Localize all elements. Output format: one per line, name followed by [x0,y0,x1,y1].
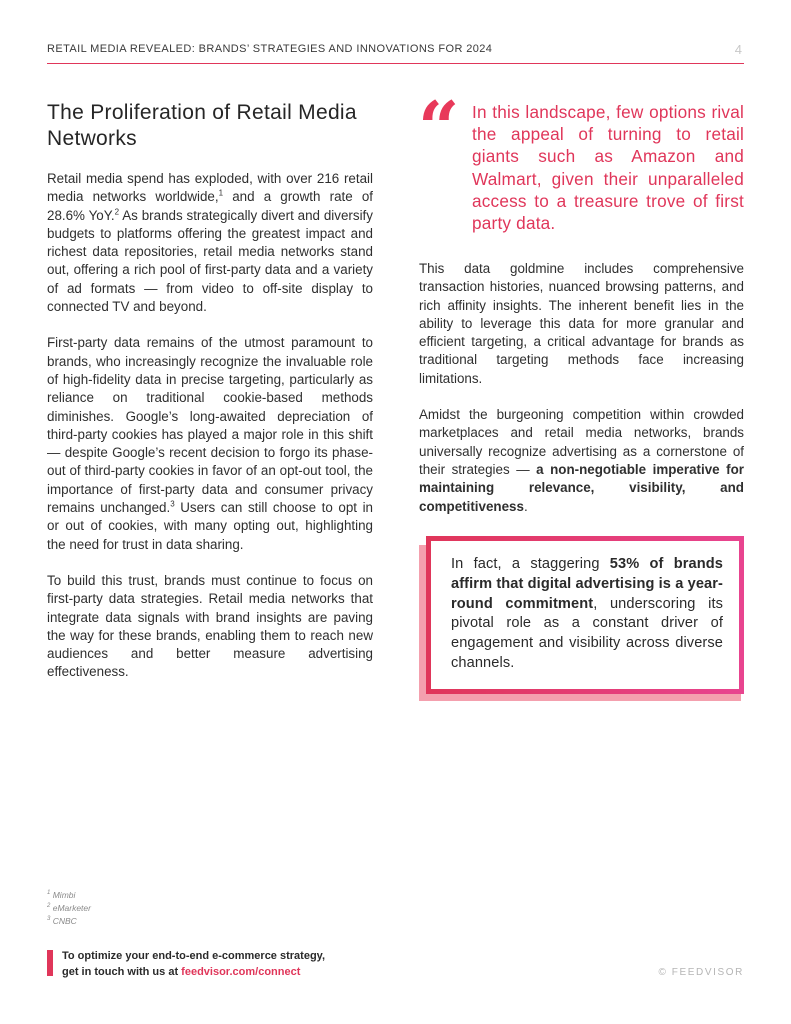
paragraph-retail-media-spend: Retail media spend has exploded, with over 216 retail media networks worldwide,$^1$ and a growth rate of 28.6% YoY.$^2$ As brands strategically divert and diversify budgets to platforms offering the greatest impact and richest data repositories, retail media networks stand out, offering a rich pool of first-party data and a variety of ad formats — from video to off-site display to connected TV and beyond. [47,171,373,315]
connect-link[interactable]: feedvisor.com/connect [181,966,301,978]
footer-cta: To optimize your end-to-end e-commerce strategy, get in touch with us at feedvisor.com/connect [62,950,326,978]
brand-copyright: © FEEDVISOR [658,967,744,978]
stat-callout-box [426,536,744,694]
page-header [47,43,744,63]
paragraph-competition: Amidst the burgeoning competition within crowded marketplaces and retail media networks, brands universally recognize advertising as a cornerstone of their strategies — a non-negotiable imperative for maintaining relevance, visibility, and competitiveness. [419,407,744,514]
footnote-ref-3: 3 [170,499,175,509]
header-divider [47,63,744,64]
pull-quote: In this landscape, few options rival the appeal of turning to retail giants such as Amazon and Walmart, given their unparalleled access to a treasure trove of first party data. [472,102,744,234]
callout-stat: 53% of brands affirm that digital advertising is a year-round commitment [451,556,723,612]
emphasis-text: a non-negotiable imperative for maintaining relevance, visibility, and competitiveness [419,461,744,514]
cta-accent-bar [47,950,53,976]
callout-text: In fact, a staggering 53% of brands affirm that digital advertising is a year-round commitment, underscoring its pivotal role as a constant driver of engagement and visibility across diverse channels. [451,556,723,671]
footnotes [47,889,91,928]
left-column [47,100,373,682]
footnote-ref-1: 1 [218,188,224,198]
paragraph-data-goldmine: This data goldmine includes comprehensive transaction histories, nuanced browsing patterns, and rich affinity insights. The inherent benefit lies in the ability to leverage this data for more granular and efficient targeting, a critical advantage for brands as traditional targeting methods face increasing limitations. [419,261,744,386]
right-column [419,260,744,516]
footnote: $^2$ eMarketer [47,903,91,913]
quote-mark-icon: “ [418,85,460,170]
footnote-ref-2: 2 [114,207,120,217]
page-number: 4 [734,42,742,57]
paragraph-first-party-data: First-party data remains of the utmost paramount to brands, who increasingly recognize the invaluable role of high-fidelity data in precise targeting, particularly as reliance on traditional cookie-based methods diminishes. Google’s long-awaited depreciation of third-party cookies has played a major role in this shift — despite Google’s recent decision to forgo its phase-out of third-party cookies in favor of an opt-out tool, the importance of first-party data and consumer privacy remains unchanged.$^3$ Users can still choose to opt in or out of cookies, with many opting out, highlighting the need for trust in data sharing. [47,335,373,552]
header-title: RETAIL MEDIA REVEALED: BRANDS’ STRATEGIES AND INNOVATIONS FOR 2024 [47,43,493,55]
paragraph-build-trust: To build this trust, brands must continue to focus on first-party data strategies. Retail media networks that integrate data signals with brand insights are paving the way for these brands, enabling them to reach new audiences and better measure advertising effectiveness. [47,572,373,680]
footnote: $^1$ Mimbi [47,890,76,900]
section-heading: The Proliferation of Retail Media Networks [47,101,357,150]
footnote: $^3$ CNBC [47,916,77,926]
